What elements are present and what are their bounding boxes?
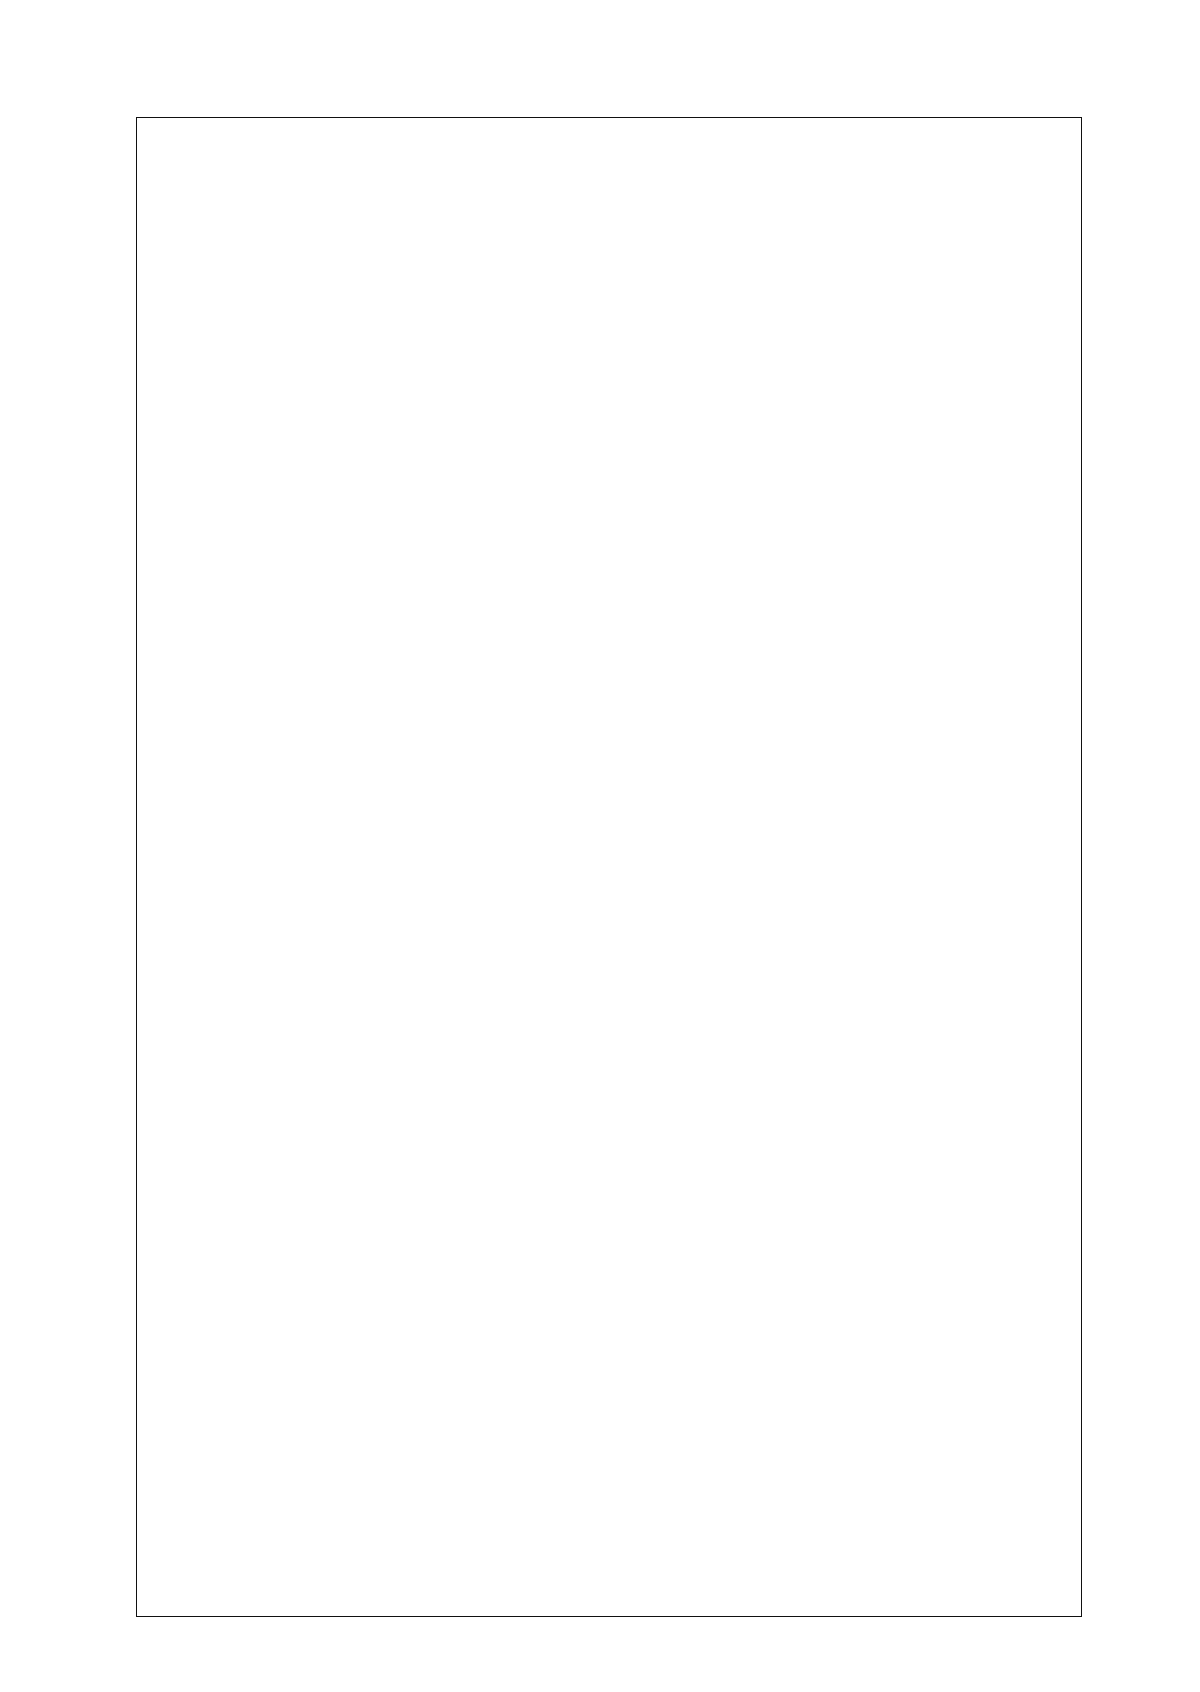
revenue-classification-table xyxy=(136,117,1082,1617)
revenue-table-frame xyxy=(136,117,1082,1617)
